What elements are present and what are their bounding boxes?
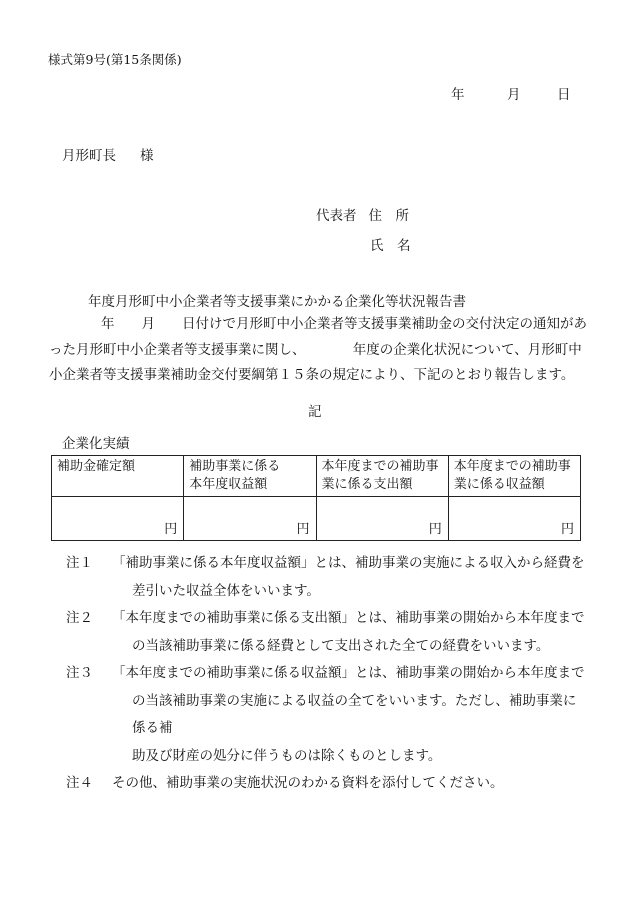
header-current-year-revenue: 補助事業に係る 本年度収益額 [184, 456, 316, 497]
date-year-label: 年 [451, 87, 465, 103]
addressee-name: 月形町長 [62, 148, 116, 164]
addressee-honorific: 様 [140, 148, 154, 164]
cell-cumulative-revenue[interactable]: 円 [448, 497, 580, 541]
note-line: 「本年度までの補助事業に係る収益額」とは、補助事業の開始から本年度まで [112, 665, 585, 681]
note-tag: 注３ [66, 665, 93, 681]
note-line: 「補助事業に係る本年度収益額」とは、補助事業の実施による収入から経費を [112, 555, 585, 571]
note-line: の当該補助事業に係る経費として支出された全ての経費をいいます。 [132, 637, 550, 654]
cell-confirmed-amount[interactable]: 円 [52, 497, 184, 541]
name-label: 氏 名 [370, 238, 411, 254]
report-title: 年度月形町中小企業者等支援事業にかかる企業化等状況報告書 [88, 294, 466, 310]
date-month-label: 月 [507, 87, 521, 103]
report-body [49, 312, 589, 389]
ki-heading: 記 [308, 404, 322, 420]
form-number: 様式第9号(第15条関係) [48, 52, 182, 67]
addressee [62, 144, 154, 164]
notes [66, 550, 586, 798]
cell-cumulative-expenditure[interactable]: 円 [316, 497, 448, 541]
note-line: 助及び財産の処分に伴うものは除くものとします。 [132, 747, 442, 764]
address-label: 住 所 [368, 208, 409, 224]
note-tag: 注２ [66, 610, 93, 626]
note-line: 「本年度までの補助事業に係る支出額」とは、補助事業の開始から本年度まで [112, 610, 585, 626]
representative-address [316, 204, 409, 224]
note-1 [66, 550, 586, 605]
note-line: の当該補助事業の実施による収益の全てをいいます。ただし、補助事業に係る補 [132, 692, 577, 736]
cell-current-year-revenue[interactable]: 円 [184, 497, 316, 541]
body-line: 小企業者等支援事業補助金交付要綱第１５条の規定により、下記のとおり報告します。 [49, 367, 575, 383]
header-cumulative-revenue: 本年度までの補助事 業に係る収益額 [448, 456, 580, 497]
section-label: 企業化実績 [62, 436, 130, 452]
table-row [52, 497, 581, 541]
body-line: った月形町中小企業者等支援事業に関し、 年度の企業化状況について、月形町中 [49, 341, 582, 358]
header-cumulative-expenditure: 本年度までの補助事 業に係る支出額 [316, 456, 448, 497]
note-tag: 注４ [66, 775, 93, 791]
note-line: 差引いた収益全体をいいます。 [132, 582, 320, 599]
date-day-label: 日 [557, 87, 571, 103]
representative-name [370, 234, 411, 254]
note-line: その他、補助事業の実施状況のわかる資料を添付してください。 [112, 775, 504, 791]
body-line: 年 月 日付けで月形町中小企業者等支援事業補助金の交付決定の通知があ [101, 316, 587, 332]
note-2 [66, 605, 586, 660]
note-3 [66, 660, 586, 770]
representative-label: 代表者 [316, 208, 357, 224]
results-table [51, 455, 581, 541]
note-tag: 注１ [66, 555, 93, 571]
header-confirmed-amount: 補助金確定額 [52, 456, 184, 497]
note-4 [66, 770, 586, 798]
